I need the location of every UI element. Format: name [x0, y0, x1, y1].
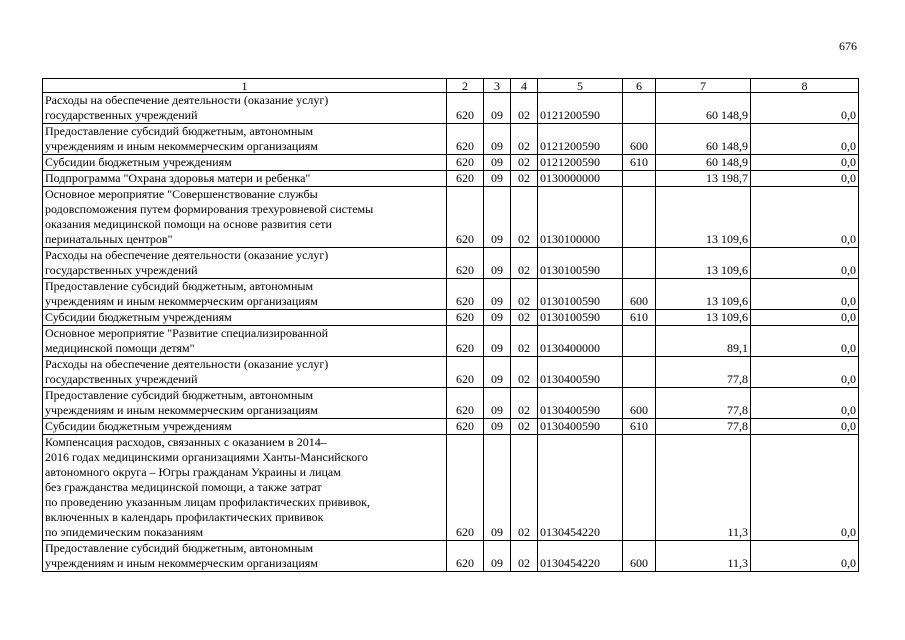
item-name-cell — [43, 388, 447, 419]
target-article-cell: 0130454220 — [538, 435, 623, 541]
item-name-line: Субсидии бюджетным учреждениям — [45, 419, 232, 433]
section-code-cell: 09 — [484, 155, 511, 171]
item-name-line: учреждениям и иным некоммерческим организациям — [45, 403, 318, 417]
subsection-code-cell: 02 — [511, 541, 538, 572]
item-name-line: оказания медицинской помощи на основе развития сети — [45, 217, 332, 231]
subsection-code-cell: 02 — [511, 187, 538, 248]
column-header: 6 — [623, 79, 656, 93]
target-article-cell: 0130100590 — [538, 310, 623, 326]
item-name-cell — [43, 187, 447, 248]
ministry-code-cell: 620 — [447, 541, 484, 572]
column-header: 7 — [656, 79, 751, 93]
subsection-code-cell: 02 — [511, 357, 538, 388]
ministry-code-cell: 620 — [447, 279, 484, 310]
table-row — [43, 248, 859, 279]
table-row — [43, 310, 859, 326]
item-name-line: без гражданства медицинской помощи, а также затрат — [45, 480, 322, 494]
amount-2-cell: 0,0 — [751, 357, 859, 388]
item-name-line: медицинской помощи детям" — [45, 341, 195, 355]
subsection-code-cell: 02 — [511, 155, 538, 171]
item-name-line: перинатальных центров" — [45, 232, 173, 246]
target-article-cell: 0130100000 — [538, 187, 623, 248]
amount-2-cell: 0,0 — [751, 326, 859, 357]
amount-cell: 13 109,6 — [656, 187, 751, 248]
section-code-cell: 09 — [484, 326, 511, 357]
section-code-cell: 09 — [484, 310, 511, 326]
section-code-cell: 09 — [484, 248, 511, 279]
amount-2-cell: 0,0 — [751, 93, 859, 124]
item-name-line: Основное мероприятие "Совершенствование службы — [45, 187, 318, 201]
item-name-line: автономного округа – Югры гражданам Украины и лицам — [45, 465, 341, 479]
target-article-cell: 0130400590 — [538, 419, 623, 435]
section-code-cell: 09 — [484, 541, 511, 572]
amount-cell: 13 198,7 — [656, 171, 751, 187]
table-row — [43, 419, 859, 435]
ministry-code-cell: 620 — [447, 357, 484, 388]
budget-table — [42, 78, 859, 572]
target-article-cell: 0130400590 — [538, 388, 623, 419]
item-name-cell — [43, 171, 447, 187]
section-code-cell: 09 — [484, 171, 511, 187]
amount-cell: 60 148,9 — [656, 93, 751, 124]
amount-2-cell: 0,0 — [751, 388, 859, 419]
target-article-cell: 0130100590 — [538, 279, 623, 310]
amount-cell: 13 109,6 — [656, 310, 751, 326]
table-row — [43, 435, 859, 541]
amount-cell: 13 109,6 — [656, 248, 751, 279]
subsection-code-cell: 02 — [511, 279, 538, 310]
amount-cell: 13 109,6 — [656, 279, 751, 310]
subsection-code-cell: 02 — [511, 310, 538, 326]
column-header: 5 — [538, 79, 623, 93]
table-row — [43, 279, 859, 310]
expense-type-cell — [623, 435, 656, 541]
expense-type-cell: 610 — [623, 419, 656, 435]
table-row — [43, 171, 859, 187]
subsection-code-cell: 02 — [511, 326, 538, 357]
item-name-line: Подпрограмма "Охрана здоровья матери и ребенка" — [45, 171, 311, 185]
ministry-code-cell: 620 — [447, 155, 484, 171]
item-name-line: Основное мероприятие "Развитие специализированной — [45, 326, 328, 340]
item-name-cell — [43, 326, 447, 357]
amount-cell: 60 148,9 — [656, 124, 751, 155]
expense-type-cell: 600 — [623, 388, 656, 419]
amount-cell: 77,8 — [656, 388, 751, 419]
column-header: 3 — [484, 79, 511, 93]
ministry-code-cell: 620 — [447, 388, 484, 419]
ministry-code-cell: 620 — [447, 93, 484, 124]
column-header: 4 — [511, 79, 538, 93]
target-article-cell: 0130400590 — [538, 357, 623, 388]
expense-type-cell — [623, 187, 656, 248]
item-name-cell — [43, 541, 447, 572]
amount-2-cell: 0,0 — [751, 435, 859, 541]
item-name-line: Компенсация расходов, связанных с оказанием в 2014– — [45, 435, 327, 449]
table-row — [43, 124, 859, 155]
table-row — [43, 155, 859, 171]
amount-cell: 89,1 — [656, 326, 751, 357]
section-code-cell: 09 — [484, 419, 511, 435]
amount-2-cell: 0,0 — [751, 279, 859, 310]
item-name-line: Субсидии бюджетным учреждениям — [45, 310, 232, 324]
amount-cell: 77,8 — [656, 419, 751, 435]
section-code-cell: 09 — [484, 93, 511, 124]
column-header: 1 — [43, 79, 447, 93]
subsection-code-cell: 02 — [511, 419, 538, 435]
target-article-cell: 0121200590 — [538, 93, 623, 124]
expense-type-cell — [623, 248, 656, 279]
item-name-line: учреждениям и иным некоммерческим организациям — [45, 294, 318, 308]
table-row — [43, 388, 859, 419]
expense-type-cell: 600 — [623, 541, 656, 572]
section-code-cell: 09 — [484, 187, 511, 248]
ministry-code-cell: 620 — [447, 124, 484, 155]
expense-type-cell — [623, 171, 656, 187]
amount-2-cell: 0,0 — [751, 124, 859, 155]
table-body — [43, 93, 859, 572]
item-name-line: учреждениям и иным некоммерческим организациям — [45, 139, 318, 153]
section-code-cell: 09 — [484, 435, 511, 541]
amount-2-cell: 0,0 — [751, 248, 859, 279]
section-code-cell: 09 — [484, 357, 511, 388]
item-name-cell — [43, 419, 447, 435]
item-name-line: Предоставление субсидий бюджетным, автономным — [45, 541, 314, 555]
item-name-line: родовспоможения путем формирования трехуровневой системы — [45, 202, 374, 216]
section-code-cell: 09 — [484, 388, 511, 419]
item-name-cell — [43, 155, 447, 171]
target-article-cell: 0121200590 — [538, 155, 623, 171]
item-name-line: по проведению указанным лицам профилактических прививок, — [45, 495, 370, 509]
item-name-line: включенных в календарь профилактических прививок — [45, 510, 324, 524]
item-name-line: Расходы на обеспечение деятельности (оказание услуг) — [45, 248, 329, 262]
item-name-line: Расходы на обеспечение деятельности (оказание услуг) — [45, 357, 329, 371]
item-name-cell — [43, 93, 447, 124]
expense-type-cell: 600 — [623, 124, 656, 155]
expense-type-cell — [623, 357, 656, 388]
amount-cell: 11,3 — [656, 541, 751, 572]
subsection-code-cell: 02 — [511, 435, 538, 541]
ministry-code-cell: 620 — [447, 326, 484, 357]
amount-cell: 77,8 — [656, 357, 751, 388]
subsection-code-cell: 02 — [511, 93, 538, 124]
table-row — [43, 326, 859, 357]
subsection-code-cell: 02 — [511, 171, 538, 187]
column-header: 8 — [751, 79, 859, 93]
expense-type-cell: 600 — [623, 279, 656, 310]
amount-2-cell: 0,0 — [751, 310, 859, 326]
ministry-code-cell: 620 — [447, 187, 484, 248]
target-article-cell: 0130000000 — [538, 171, 623, 187]
ministry-code-cell: 620 — [447, 419, 484, 435]
amount-2-cell: 0,0 — [751, 541, 859, 572]
column-header: 2 — [447, 79, 484, 93]
subsection-code-cell: 02 — [511, 388, 538, 419]
amount-2-cell: 0,0 — [751, 171, 859, 187]
expense-type-cell: 610 — [623, 310, 656, 326]
table-row — [43, 187, 859, 248]
amount-2-cell: 0,0 — [751, 187, 859, 248]
expense-type-cell: 610 — [623, 155, 656, 171]
ministry-code-cell: 620 — [447, 171, 484, 187]
item-name-line: по эпидемическим показаниям — [45, 525, 204, 539]
table-row — [43, 541, 859, 572]
ministry-code-cell: 620 — [447, 248, 484, 279]
ministry-code-cell: 620 — [447, 310, 484, 326]
table-row — [43, 93, 859, 124]
target-article-cell: 0130454220 — [538, 541, 623, 572]
item-name-cell — [43, 279, 447, 310]
item-name-line: Предоставление субсидий бюджетным, автономным — [45, 279, 314, 293]
target-article-cell: 0130400000 — [538, 326, 623, 357]
amount-2-cell: 0,0 — [751, 419, 859, 435]
item-name-cell — [43, 310, 447, 326]
item-name-line: государственных учреждений — [45, 372, 198, 386]
expense-type-cell — [623, 326, 656, 357]
section-code-cell: 09 — [484, 124, 511, 155]
amount-cell: 60 148,9 — [656, 155, 751, 171]
ministry-code-cell: 620 — [447, 435, 484, 541]
item-name-cell — [43, 248, 447, 279]
amount-2-cell: 0,0 — [751, 155, 859, 171]
section-code-cell: 09 — [484, 279, 511, 310]
table-header-row — [43, 79, 859, 93]
item-name-cell — [43, 357, 447, 388]
item-name-line: государственных учреждений — [45, 263, 198, 277]
item-name-line: Предоставление субсидий бюджетным, автономным — [45, 124, 314, 138]
item-name-line: государственных учреждений — [45, 108, 198, 122]
subsection-code-cell: 02 — [511, 124, 538, 155]
table-row — [43, 357, 859, 388]
item-name-line: Предоставление субсидий бюджетным, автономным — [45, 388, 314, 402]
item-name-cell — [43, 435, 447, 541]
page-number: 676 — [839, 39, 857, 53]
target-article-cell: 0121200590 — [538, 124, 623, 155]
item-name-cell — [43, 124, 447, 155]
subsection-code-cell: 02 — [511, 248, 538, 279]
item-name-line: Расходы на обеспечение деятельности (оказание услуг) — [45, 93, 329, 107]
item-name-line: 2016 годах медицинскими организациями Ханты-Мансийского — [45, 450, 368, 464]
item-name-line: Субсидии бюджетным учреждениям — [45, 155, 232, 169]
amount-cell: 11,3 — [656, 435, 751, 541]
expense-type-cell — [623, 93, 656, 124]
target-article-cell: 0130100590 — [538, 248, 623, 279]
item-name-line: учреждениям и иным некоммерческим организациям — [45, 556, 318, 570]
